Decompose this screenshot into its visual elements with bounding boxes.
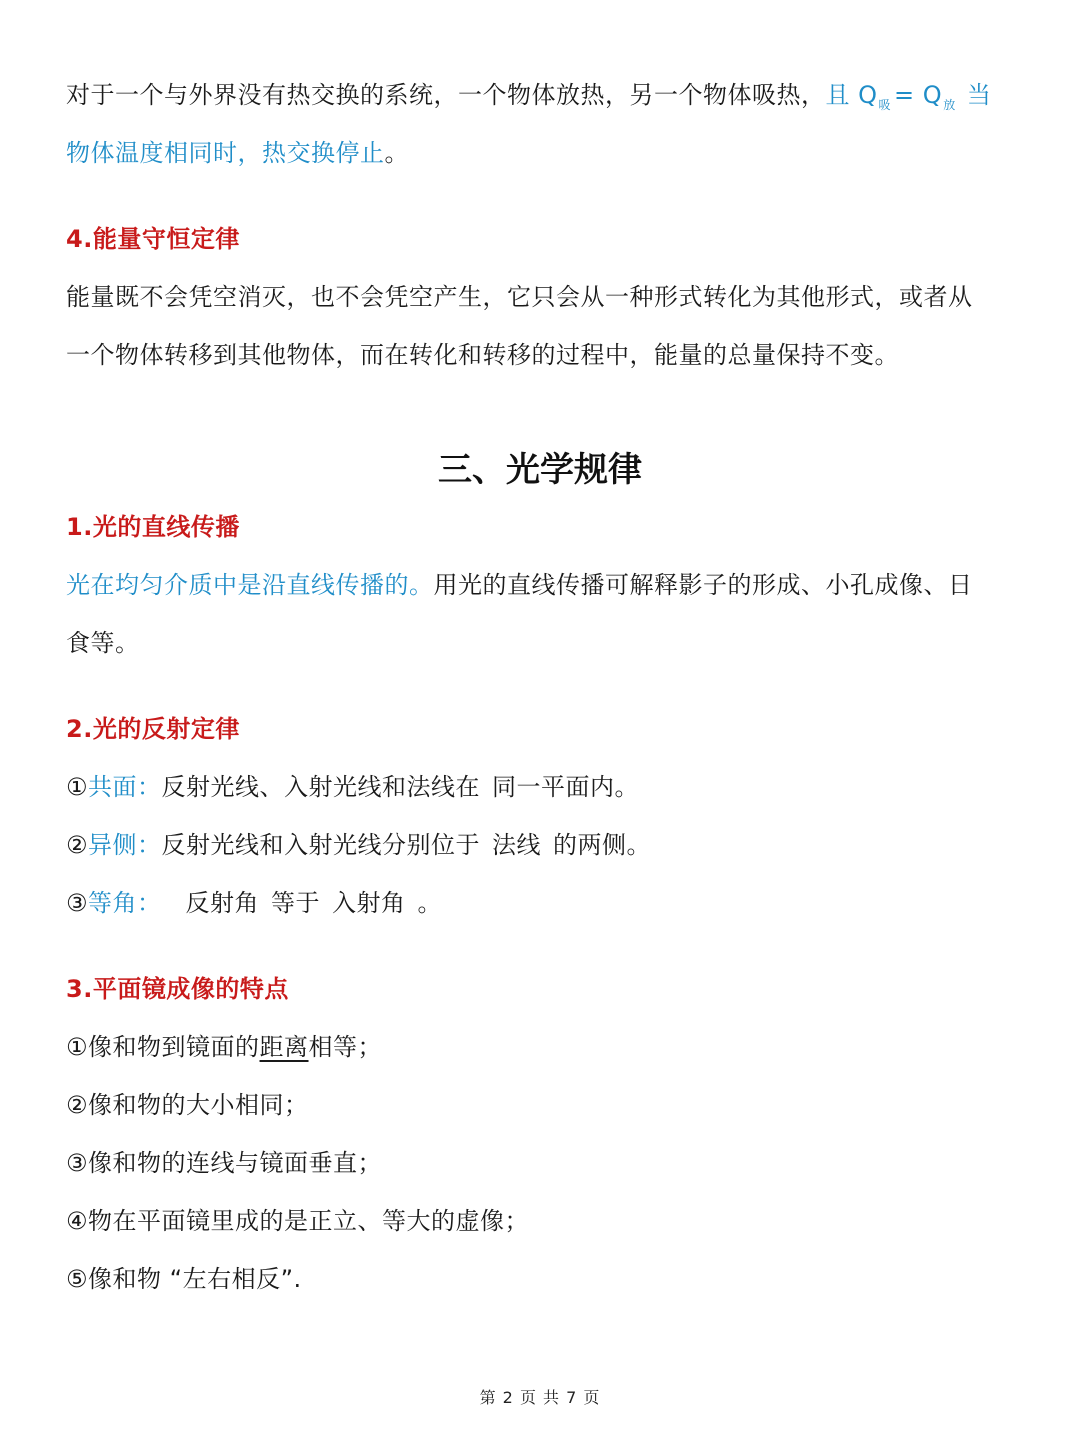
straight-line-1: 光在均匀介质中是沿直线传播的。用光的直线传播可解释影子的形成、小孔成像、日 bbox=[66, 571, 973, 599]
reflection-label-1: 共面： bbox=[88, 773, 162, 801]
heat-equation: 且 $Q_吸 = Q_放$ 当 bbox=[825, 81, 992, 112]
reflection-label-3: 等角： bbox=[88, 889, 162, 917]
heat-stop-text: 物体温度相同时，热交换停止 bbox=[66, 139, 385, 167]
heat-line-2: 物体温度相同时，热交换停止。 bbox=[66, 139, 409, 167]
mirror-item-5: ⑤像和物 “左右相反”. bbox=[66, 1265, 302, 1293]
reflection-item-1: ①共面：反射光线、入射光线和法线在 同一平面内。 bbox=[66, 773, 640, 801]
reflection-title: 2.光的反射定律 bbox=[66, 715, 240, 743]
energy-title: 4.能量守恒定律 bbox=[66, 225, 240, 253]
energy-line-2: 一个物体转移到其他物体，而在转化和转移的过程中，能量的总量保持不变。 bbox=[66, 341, 899, 369]
reflection-label-2: 异侧： bbox=[88, 831, 162, 859]
mirror-item-4: ④物在平面镜里成的是正立、等大的虚像； bbox=[66, 1207, 530, 1235]
distance-underlined: 距离 bbox=[259, 1033, 309, 1061]
straight-key-text: 光在均匀介质中是沿直线传播的。 bbox=[66, 571, 434, 599]
energy-line-1: 能量既不会凭空消灭，也不会凭空产生，它只会从一种形式转化为其他形式，或者从 bbox=[66, 283, 973, 311]
section-title: 三、光学规律 bbox=[438, 450, 642, 490]
reflection-item-3: ③等角： 反射角 等于 入射角 。 bbox=[66, 889, 443, 917]
q-release-subscript: 放 bbox=[943, 98, 956, 112]
mirror-item-2: ②像和物的大小相同； bbox=[66, 1091, 309, 1119]
heat-text: 对于一个与外界没有热交换的系统，一个物体放热，另一个物体吸热， bbox=[66, 81, 826, 109]
straight-line-2: 食等。 bbox=[66, 629, 140, 657]
heat-line-1 bbox=[66, 78, 1026, 122]
mirror-item-1: ①像和物到镜面的距离相等； bbox=[66, 1033, 383, 1061]
page-footer: 第 2 页 共 7 页 bbox=[479, 1388, 601, 1407]
mirror-title: 3.平面镜成像的特点 bbox=[66, 975, 289, 1003]
straight-title: 1.光的直线传播 bbox=[66, 513, 240, 541]
q-absorb-subscript: 吸 bbox=[878, 98, 892, 112]
mirror-item-3: ③像和物的连线与镜面垂直； bbox=[66, 1149, 383, 1177]
reflection-item-2: ②异侧：反射光线和入射光线分别位于 法线 的两侧。 bbox=[66, 831, 652, 859]
